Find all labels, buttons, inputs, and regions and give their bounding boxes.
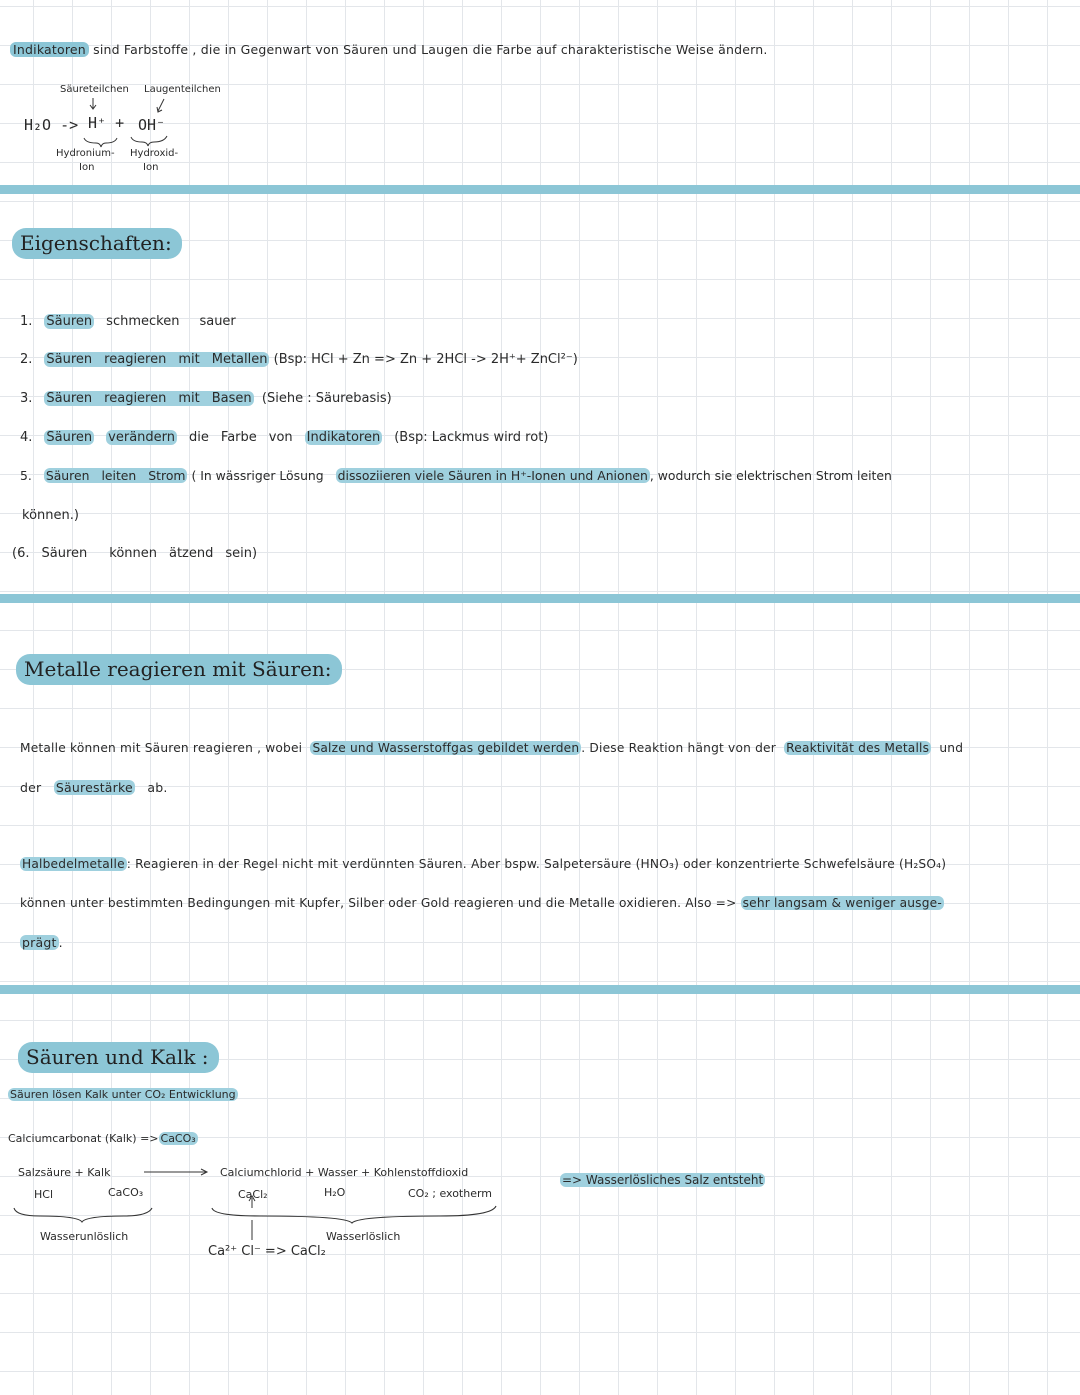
property-3: 3. Säuren reagieren mit Basen (Siehe : Säurebasis): [20, 391, 392, 406]
metalle-paragraph-line1: Metalle können mit Säuren reagieren , wobei Salze und Wasserstoffgas gebildet werden . Diese Reaktion hängt von der Reaktivität des Metalls und: [20, 741, 964, 755]
term-indikatoren: Indikatoren: [10, 42, 89, 57]
property-5-continued: können.): [22, 508, 79, 523]
label-wasserunloeslich: Wasserunlöslich: [40, 1230, 129, 1243]
halbedelmetalle-line2: können unter bestimmten Bedingungen mit Kupfer, Silber oder Gold reagieren und die Metalle oxidieren. Also => sehr langsam & weniger ausge-: [20, 896, 942, 910]
reaction-reactants: Salzsäure + Kalk: [18, 1166, 111, 1179]
formula-water: H₂O ->: [24, 116, 79, 134]
formula-oh-minus: OH⁻: [138, 116, 166, 134]
section-divider: [0, 185, 1080, 194]
halbedelmetalle-line3: prägt .: [22, 935, 63, 950]
reaction-products: Calciumchlorid + Wasser + Kohlenstoffdioxid: [220, 1166, 469, 1179]
reaction-caco3: CaCO₃: [108, 1186, 144, 1199]
heading-metalle: Metalle reagieren mit Säuren:: [16, 654, 342, 685]
metalle-paragraph-line2: der Säurestärke ab.: [20, 780, 168, 795]
formula-h-plus: H⁺ +: [88, 114, 125, 132]
label-saeureteilchen: Säureteilchen: [60, 84, 129, 95]
property-6: (6. Säuren können ätzend sein): [12, 546, 258, 561]
section-divider: [0, 985, 1080, 994]
label-hydroxid-ion: Ion: [143, 162, 159, 173]
kalk-result: => Wasserlösliches Salz entsteht: [562, 1173, 764, 1187]
intro-text: sind Farbstoffe , die in Gegenwart von Säuren und Laugen die Farbe auf charakteristische Weise ändern.: [93, 42, 768, 57]
reaction-co2: CO₂ ; exotherm: [408, 1187, 493, 1200]
reaction-cacl2: CaCl₂: [238, 1188, 268, 1201]
equation-arrows: [0, 0, 1080, 190]
halbedelmetalle-line1: Halbedelmetalle : Reagieren in der Regel nicht mit verdünnten Säuren. Aber bspw. Salpetersäure (HNO₃) oder konzentrierte Schwefelsäure (H₂SO₄): [22, 857, 947, 871]
heading-eigenschaften: Eigenschaften:: [12, 228, 182, 259]
label-laugenteilchen: Laugenteilchen: [144, 84, 221, 95]
kalk-subtitle: Säuren lösen Kalk unter CO₂ Entwicklung: [10, 1088, 236, 1101]
calciumcarbonat-line: Calciumcarbonat (Kalk) => CaCO₃: [8, 1132, 196, 1145]
heading-saeuren-kalk: Säuren und Kalk :: [18, 1042, 219, 1073]
property-4: 4. Säuren verändern die Farbe von Indikatoren (Bsp: Lackmus wird rot): [20, 430, 549, 445]
label-hydronium-ion: Ion: [79, 162, 95, 173]
reaction-hcl: HCl: [34, 1188, 54, 1201]
property-5: 5. Säuren leiten Strom ( In wässriger Lösung dissoziieren viele Säuren in H⁺-Ionen und Anionen , wodurch sie elektrischen Strom leiten: [20, 468, 892, 483]
label-wasserloeslich: Wasserlöslich: [326, 1230, 401, 1243]
reaction-h2o: H₂O: [324, 1186, 346, 1199]
property-1: 1. Säuren schmecken sauer: [20, 314, 236, 329]
section-divider: [0, 594, 1080, 603]
label-hydroxid: Hydroxid-: [130, 148, 179, 159]
property-2: 2. Säuren reagieren mit Metallen (Bsp: HCl + Zn => Zn + 2HCl -> 2H⁺+ ZnCl²⁻): [20, 352, 578, 367]
label-hydronium: Hydronium-: [56, 148, 115, 159]
ion-equation: Ca²⁺ Cl⁻ => CaCl₂: [208, 1244, 326, 1259]
